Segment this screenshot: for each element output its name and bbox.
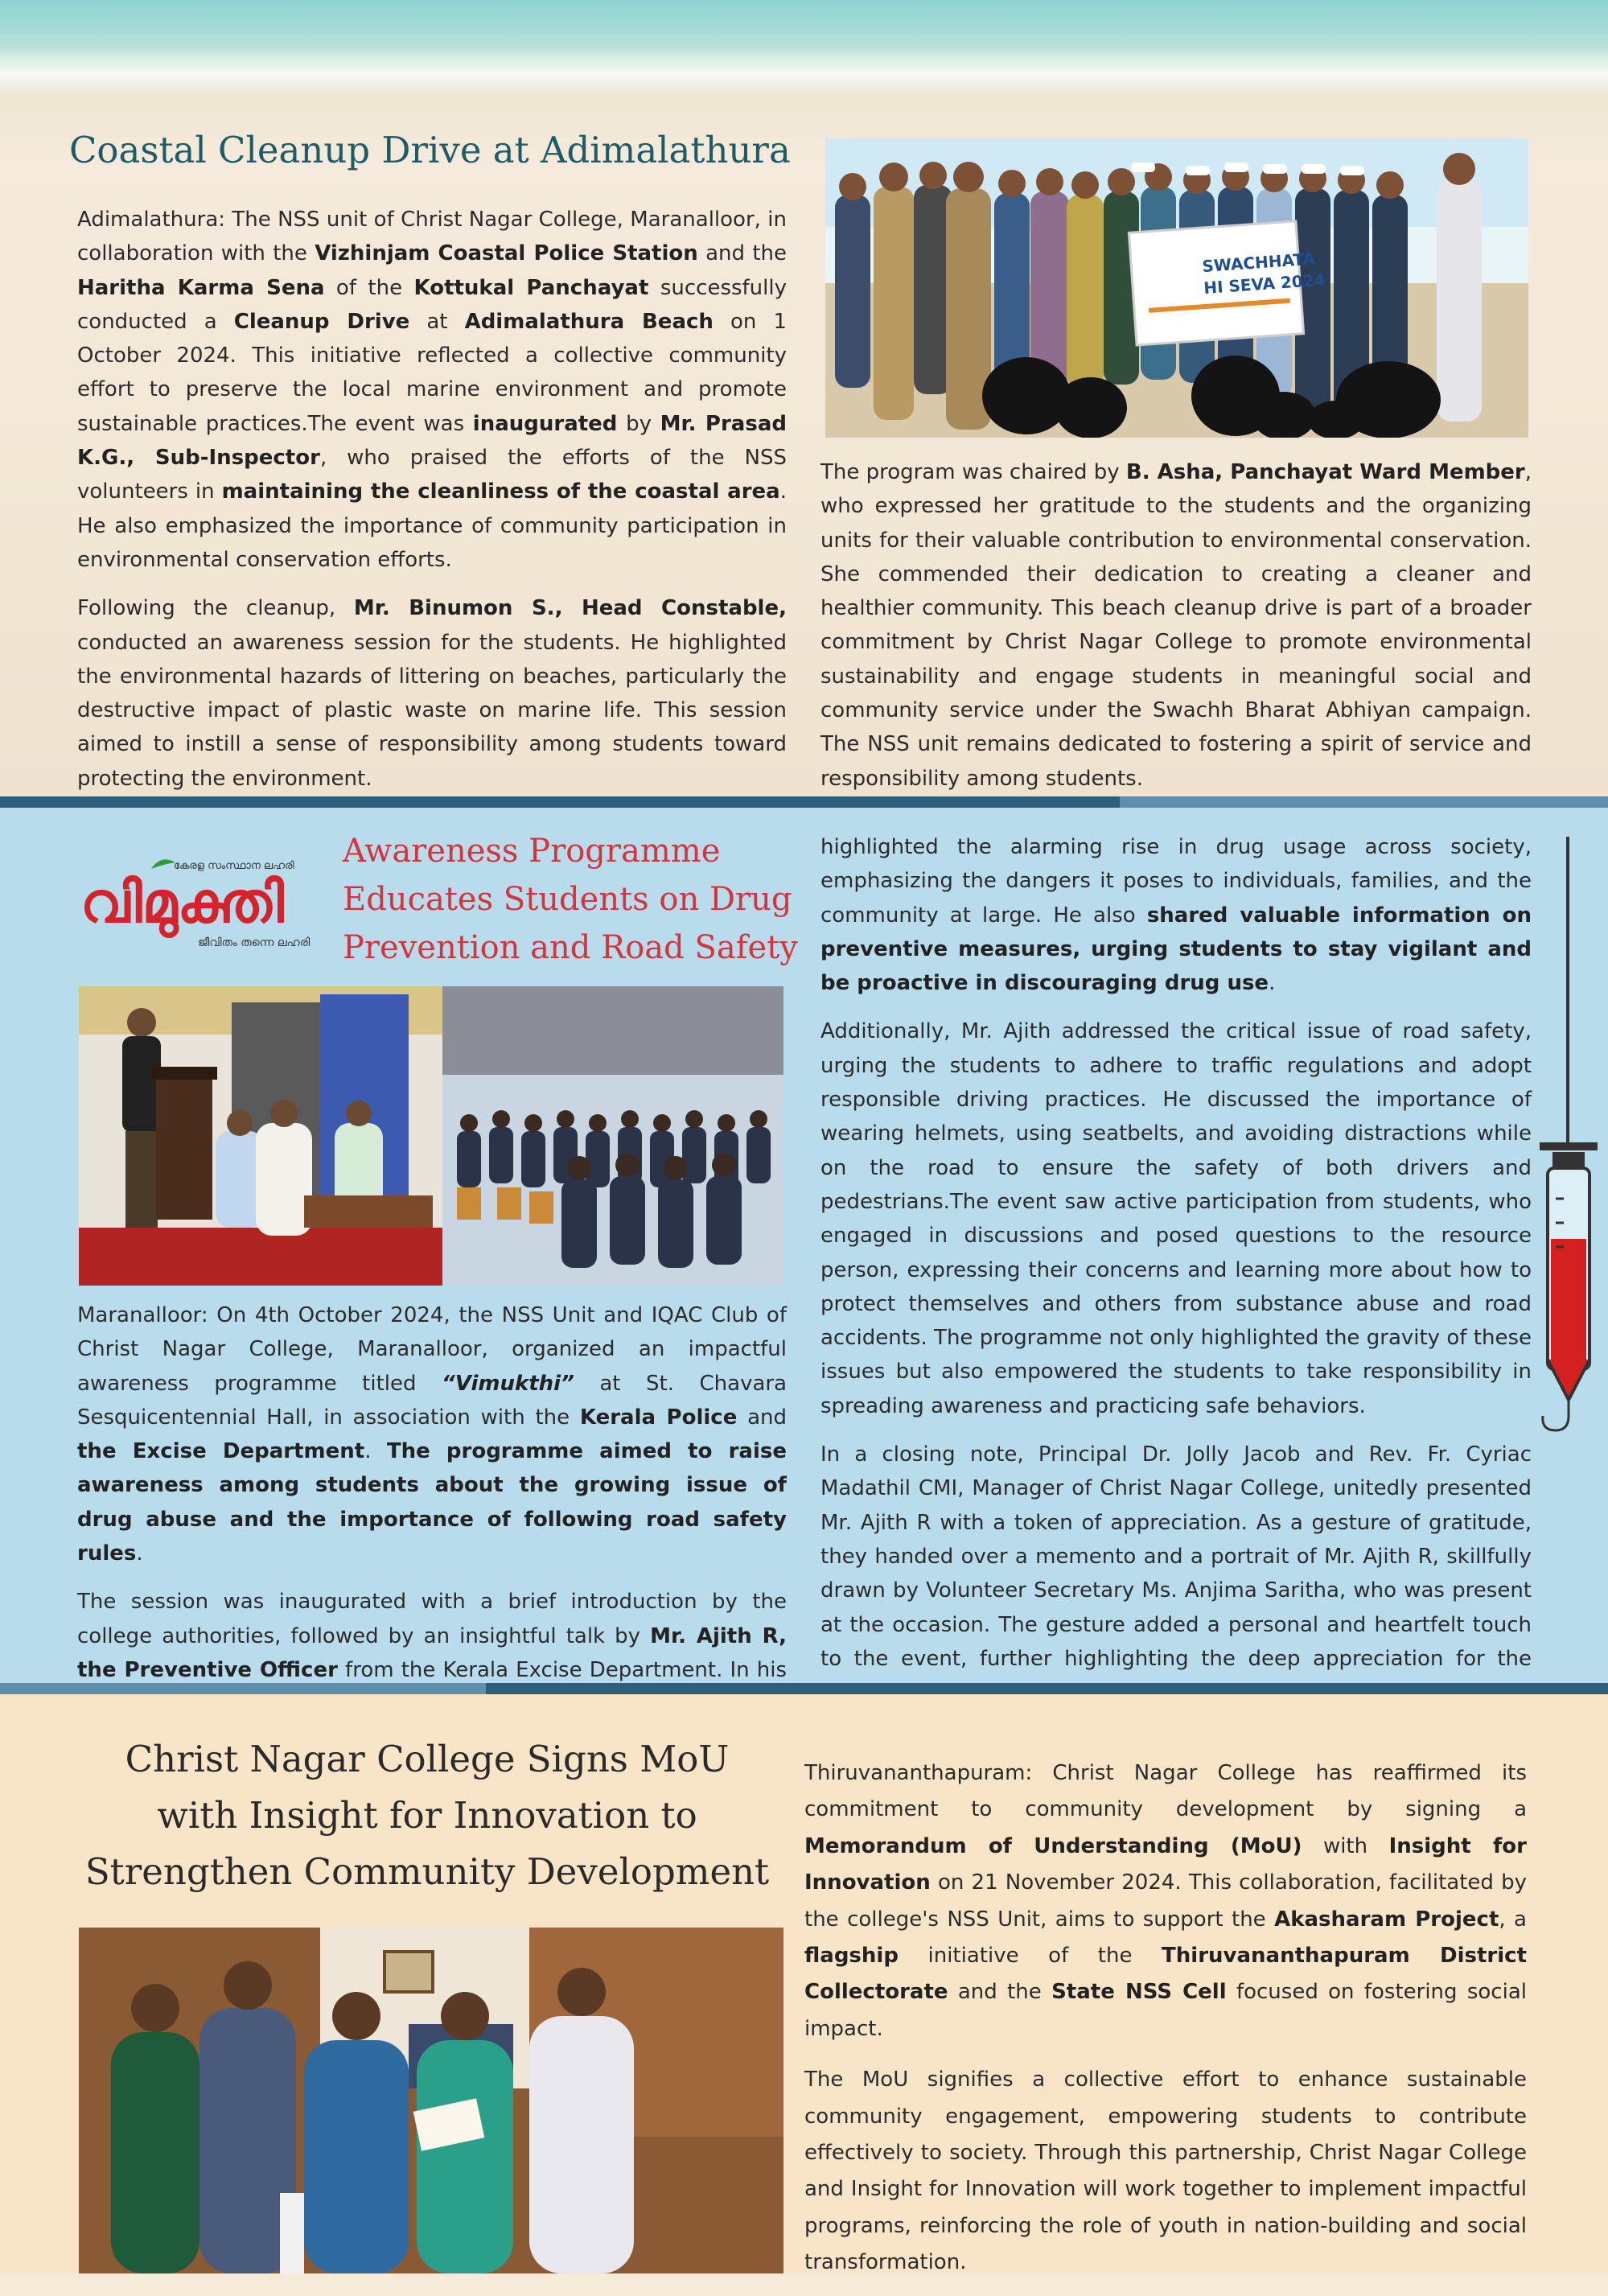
paragraph: Following the cleanup, Mr. Binumon S., Head Constable, conducted an awareness session for the students. He highlighted the environmental hazards of littering on beaches, particularly the destructive impact of plastic waste on marine life. This session aimed to instill a sense of responsibility among students toward protecting the environment. — [77, 596, 787, 791]
paragraph: The session was inaugurated with a brief introduction by the college authorities, followed by an insightful talk by Mr. Ajith R, the Preventive Officer from the Kerala Excise Department. In his — [77, 1590, 788, 1682]
paragraph: Adimalathura: The NSS unit of Christ Nagar College, Maranalloor, in collaboration with the Vizhinjam Coastal Police Station and the Haritha Karma Sena of the Kottukal Panchayat successfully conducted a Cleanup Drive at Adimalathura Beach on 1 October 2024. This initiative reflected a collective community effort to preserve the local marine environment and promote sustainable practices.The event was inaugurated by Mr. Prasad K.G., Sub-Inspector, who praised the efforts of the NSS volunteers in maintaining the cleanliness of the coastal area. He also emphasized the importance of community participation in environmental conservation efforts. — [77, 208, 788, 572]
mou-signing-scene — [79, 1928, 783, 2273]
awareness-title-line-1: Awareness Programme — [343, 833, 721, 870]
paragraph: The program was chaired by B. Asha, Panchayat Ward Member, who expressed her gratitude to the students and the organizing units for their valuable contribution to environmental conservation. She commended their dedication to creating a cleaner and healthier community. This beach cleanup drive is part of a broader commitment by Christ Nagar College to promote environmental sustainability and engage students in meaningful social and community service under the Swachh Bharat Abhiyan campaign. The NSS unit remains dedicated to fostering a spirit of service and responsibility among students. — [820, 460, 1532, 791]
mou-title-line-1: Christ Nagar College Signs MoU — [125, 1738, 730, 1780]
mou-signing-photo — [79, 1928, 783, 2273]
logo-sub-text: ജീവിതം തന്നെ ലഹരി — [198, 936, 310, 949]
vimukthi-logo — [77, 851, 319, 956]
awareness-event-photo — [79, 986, 783, 1286]
awareness-left-column — [77, 1298, 787, 1736]
paragraph: Thiruvananthapuram: Christ Nagar College has reaffirmed its commitment to community development by signing a Memorandum of Understanding (MoU) with Insight for Innovation on 21 November 2024. This collaboration, facilitated by the college's NSS Unit, aims to support the Akasharam Project, a flagship initiative of the Thiruvananthapuram District Collectorate and the State NSS Cell focused on fostering social impact. — [804, 1761, 1527, 2041]
paragraph: highlighted the alarming rise in drug usage across society, emphasizing the dangers it poses to individuals, families, and the community at large. He also shared valuable information on preventive measures, urging students to stay vigilant and be proactive in discouraging drug use. — [820, 835, 1532, 996]
cleanup-group-scene — [825, 138, 1528, 438]
mou-title — [77, 1731, 777, 1900]
divider-bar-bottom — [0, 1683, 1608, 1694]
logo-top-text: കേരള സംസ്ഥാന ലഹരി — [174, 860, 294, 872]
coastal-title: Coastal Cleanup Drive at Adimalathura — [69, 129, 791, 171]
cleanup-group-photo — [825, 138, 1528, 438]
coastal-left-column — [77, 203, 787, 810]
coastal-right-column — [820, 455, 1532, 810]
banner-line2: HI SEVA 2024 — [1203, 270, 1326, 298]
syringe-illustration — [1532, 837, 1604, 1432]
mou-right-column — [804, 1755, 1527, 2296]
paragraph: In a closing note, Principal Dr. Jolly Jacob and Rev. Fr. Cyriac Madathil CMI, Manager of Christ Nagar College, unitedly presented Mr. Ajith R with a token of appreciation. As a gesture of gratitude, they handed over a memento and a portrait of Mr. Ajith R, skillfully drawn by Volunteer Secretary Ms. Anjima Saritha, who was present at the occasion. The gesture added a personal and heartfelt touch to the event, further highlighting the deep appreciation for the — [820, 1442, 1532, 1671]
awareness-title-line-3: Prevention and Road Safety — [343, 929, 798, 966]
logo-text: വിമുക്തി — [80, 870, 284, 936]
awareness-title — [343, 827, 798, 972]
awareness-event-scene — [79, 986, 783, 1286]
banner-line1: SWACHHATA — [1201, 249, 1316, 277]
paragraph: The MoU signifies a collective effort to enhance sustainable community engagement, empowering students to contribute effectively to society. Through this partnership, Christ Nagar College and Insight for Innovation will work together to implement impactful programs, reinforcing the role of youth in nation-building and social transformation. — [804, 2068, 1527, 2275]
paragraph: Maranalloor: On 4th October 2024, the NSS Unit and IQAC Club of Christ Nagar College, Maranalloor, organized an impactful awareness programme titled “Vimukthi” at St. Chavara Sesquicentennial Hall, in association with the Kerala Police and the Excise Department. The programme aimed to raise awareness among students about the growing issue of drug abuse and the importance of following road safety rules. — [77, 1303, 788, 1566]
mou-title-line-2: with Insight for Innovation to — [157, 1794, 697, 1837]
divider-bar-top — [0, 796, 1608, 808]
mou-title-line-3: Strengthen Community Development — [84, 1850, 770, 1893]
awareness-title-line-2: Educates Students on Drug — [343, 881, 792, 918]
paragraph: Additionally, Mr. Ajith addressed the critical issue of road safety, urging the students to adhere to traffic regulations and adopt responsible driving practices. He discussed the importance of wearing helmets, using seatbelts, and avoiding distractions while on the road to ensure the safety of both drivers and pedestrians.The event saw active participation from students, who engaged in discussions and posed questions to the resource person, expressing their concerns and learning more about how to protect themselves and others from substance abuse and road accidents. The programme not only highlighted the gravity of these issues but also empowered the students to take responsibility in spreading awareness and practicing safe behaviors. — [820, 1019, 1532, 1418]
awareness-right-column — [820, 830, 1532, 1724]
wave-foam — [0, 48, 1608, 97]
